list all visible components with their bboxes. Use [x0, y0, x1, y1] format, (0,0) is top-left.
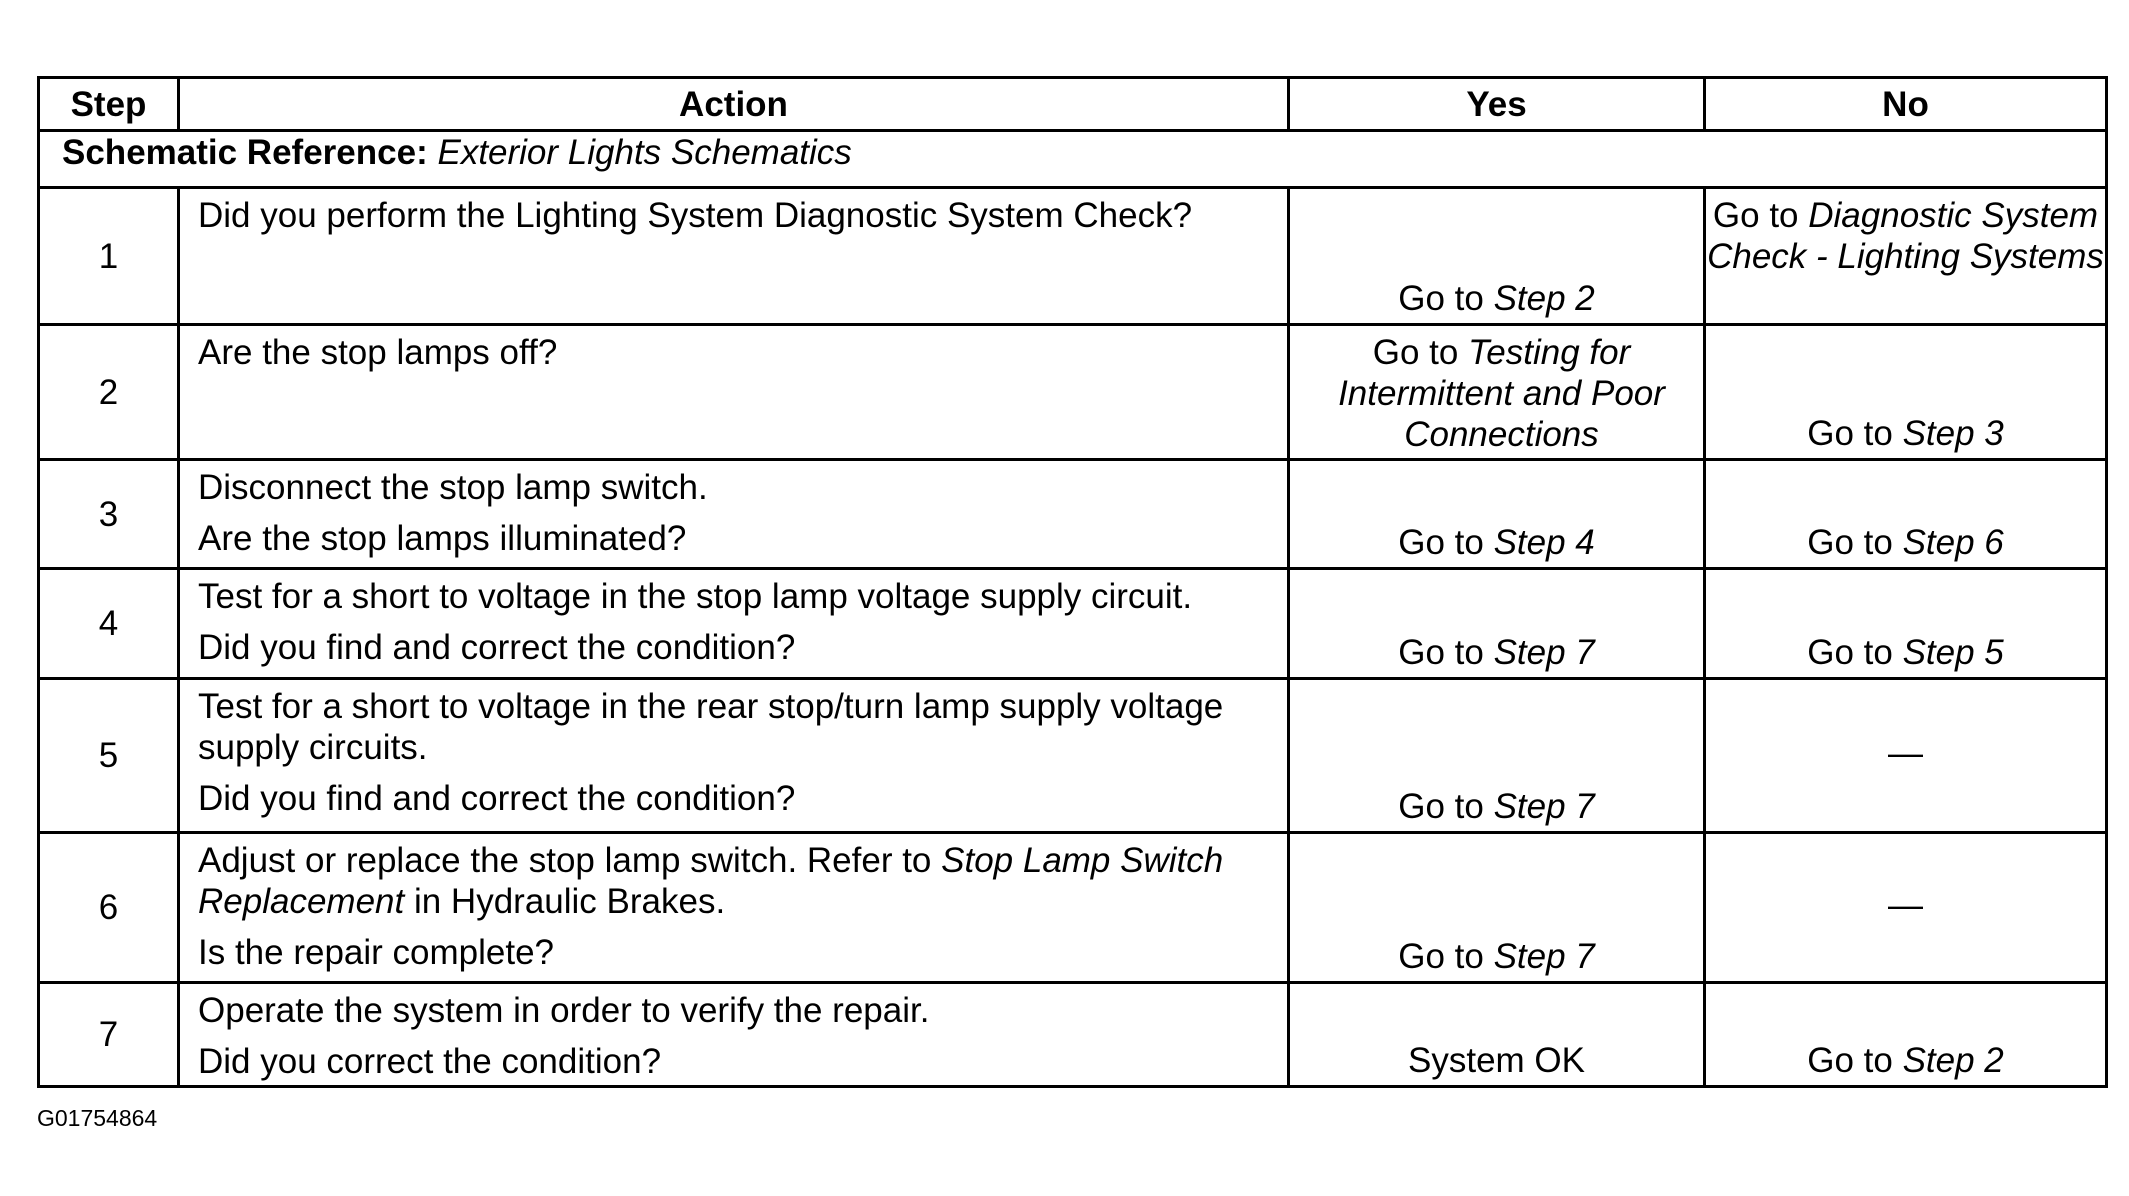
figure-id: G01754864	[37, 1105, 158, 1131]
no-link[interactable]: Step 2	[1902, 1041, 2004, 1080]
no-prefix: Go to	[1807, 633, 1903, 672]
schematic-reference	[39, 131, 2107, 188]
action-cell	[179, 460, 1289, 569]
action-cell	[179, 569, 1289, 679]
step-number: 7	[39, 983, 179, 1087]
header-action: Action	[179, 78, 1289, 131]
yes-prefix: Go to	[1398, 937, 1494, 976]
schematic-reference-link[interactable]: Exterior Lights Schematics	[437, 133, 852, 172]
action-question: Is the repair complete?	[198, 933, 555, 972]
action-question: Did you find and correct the condition?	[198, 779, 796, 818]
yes-link[interactable]: Step 2	[1493, 279, 1595, 318]
yes-link[interactable]: Step 7	[1493, 937, 1595, 976]
yes-link[interactable]: Step 4	[1493, 523, 1595, 562]
table-row	[39, 983, 2107, 1087]
action-question: Did you find and correct the condition?	[198, 628, 796, 667]
no-prefix: Go to	[1807, 1041, 1903, 1080]
yes-link[interactable]: Step 7	[1493, 633, 1595, 672]
action-cell	[179, 983, 1289, 1087]
action-question: Are the stop lamps illuminated?	[198, 519, 687, 558]
action-cell	[179, 325, 1289, 460]
step-number: 1	[39, 188, 179, 325]
yes-result: System OK	[1289, 983, 1705, 1087]
header-yes: Yes	[1289, 78, 1705, 131]
yes-link[interactable]: Testing for Intermittent and Poor Connections	[1338, 333, 1665, 454]
schematic-reference-label: Schematic Reference:	[62, 133, 428, 172]
action-text: Did you perform the Lighting System Diagnostic System Check?	[198, 196, 1193, 235]
no-result	[1705, 569, 2107, 679]
table-row	[39, 569, 2107, 679]
step-number: 3	[39, 460, 179, 569]
action-text: Test for a short to voltage in the rear stop/turn lamp supply voltage supply circuits.	[198, 687, 1224, 767]
yes-result	[1289, 460, 1705, 569]
action-cell	[179, 833, 1289, 983]
schematic-reference-row	[39, 131, 2107, 188]
no-result	[1705, 188, 2107, 325]
no-result: —	[1705, 679, 2107, 833]
step-number: 5	[39, 679, 179, 833]
table-row	[39, 679, 2107, 833]
yes-prefix: Go to	[1398, 279, 1494, 318]
yes-prefix: Go to	[1372, 333, 1469, 372]
no-link[interactable]: Step 5	[1902, 633, 2004, 672]
header-no: No	[1705, 78, 2107, 131]
table-header-row	[39, 78, 2107, 131]
step-number: 6	[39, 833, 179, 983]
yes-result	[1289, 569, 1705, 679]
action-cell	[179, 679, 1289, 833]
no-prefix: Go to	[1807, 523, 1903, 562]
step-number: 4	[39, 569, 179, 679]
table-row	[39, 325, 2107, 460]
no-link[interactable]: Diagnostic System Check - Lighting Systems	[1707, 196, 2104, 276]
yes-prefix: Go to	[1398, 633, 1494, 672]
header-step: Step	[39, 78, 179, 131]
no-prefix: Go to	[1807, 414, 1903, 453]
yes-result	[1289, 325, 1705, 460]
action-text	[198, 840, 1269, 922]
action-question: Did you correct the condition?	[198, 1042, 662, 1081]
yes-result	[1289, 188, 1705, 325]
yes-result	[1289, 833, 1705, 983]
step-number: 2	[39, 325, 179, 460]
action-text: Are the stop lamps off?	[198, 333, 558, 372]
yes-prefix: Go to	[1398, 787, 1494, 826]
table-row	[39, 833, 2107, 983]
no-result	[1705, 983, 2107, 1087]
action-text: Operate the system in order to verify the repair.	[198, 991, 930, 1030]
no-result	[1705, 460, 2107, 569]
action-cell	[179, 188, 1289, 325]
diagnostic-table	[37, 76, 2108, 1088]
no-link[interactable]: Step 3	[1902, 414, 2004, 453]
no-prefix: Go to	[1712, 196, 1809, 235]
action-text: Test for a short to voltage in the stop lamp voltage supply circuit.	[198, 577, 1193, 616]
table-row	[39, 460, 2107, 569]
action-text: Disconnect the stop lamp switch.	[198, 468, 708, 507]
action-text-post: in Hydraulic Brakes.	[404, 882, 726, 921]
table-row	[39, 188, 2107, 325]
no-link[interactable]: Step 6	[1902, 523, 2004, 562]
no-result: —	[1705, 833, 2107, 983]
no-result	[1705, 325, 2107, 460]
yes-link[interactable]: Step 7	[1493, 787, 1595, 826]
action-text-pre: Adjust or replace the stop lamp switch. Refer to	[198, 841, 942, 880]
yes-result	[1289, 679, 1705, 833]
yes-prefix: Go to	[1398, 523, 1494, 562]
stop-lamp-switch-replacement-link[interactable]: Stop Lamp Switch Replacement	[198, 841, 1224, 921]
